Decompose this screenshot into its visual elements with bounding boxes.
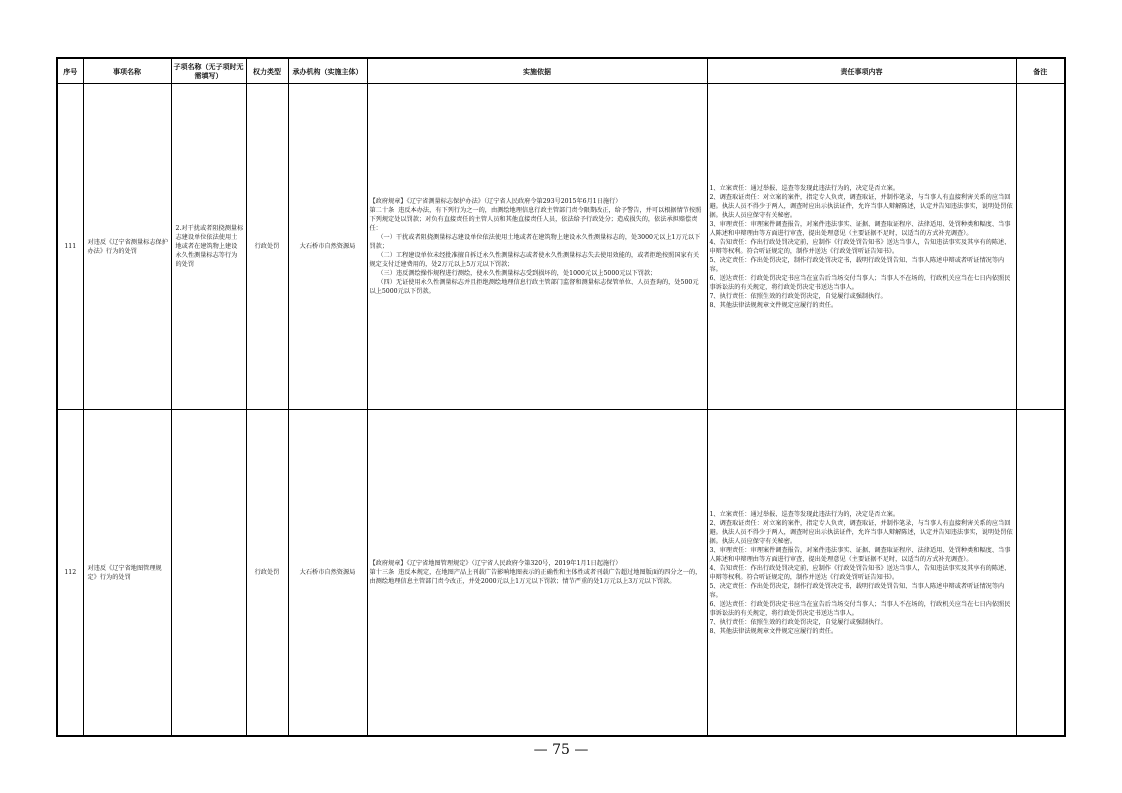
cell-duty-content [707,84,1016,410]
cell-power-type: 行政处罚 [246,84,288,410]
duty-content-text: 1、立案责任：通过举报、巡查等发现此违法行为的，决定是否立案。 2、调查取证责任：对立案的案件，指定专人负责，调查取证，并制作笔录，与当事人有直接利害关系的应当回避。执法人员不得少于两人，调查时应出示执法证件，允许当事人辩解陈述，认定并告知违法事实，说明处罚依据。执法人员应保守有关秘密。 3、审理责任：审理案件调查报告，对案件违法事实、证据、调查取证程序、法律适用、处罚种类和幅度、当事人陈述和申辩理由等方面进行审查，提出处理意见（主要证据不足时，以适当的方式补充调查）。 4、告知责任：作出行政处罚决定前，应制作《行政处罚告知书》送达当事人，告知违法事实及其享有的陈述、申辩等权利。符合听证规定的，制作并送达《行政处罚听证告知书》。 5、决定责任：作出处罚决定，制作行政处罚决定书，载明行政处罚告知、当事人陈述申辩或者听证情况等内容。 6、送达责任：行政处罚决定书应当在宣告后当场交付当事人；当事人不在场的，行政机关应当在七日内依照民事诉讼法的有关规定，将行政处罚决定书送达当事人。 7、执行责任：依照生效的行政处罚决定，自觉履行或强制执行。 8、其他法律法规规章文件规定应履行的责任。 [709,510,1013,635]
cell-power-type: 行政处罚 [246,410,288,737]
cell-legal-basis [367,84,707,410]
header-remark: 备注 [1016,58,1065,84]
cell-agency: 大石桥市自然资源局 [288,410,367,737]
cell-item-name: 对违反《辽宁省地图管理规定》行为的处罚 [83,410,171,737]
cell-no: 111 [57,84,83,410]
table-row [57,410,1065,737]
cell-no: 112 [57,410,83,737]
power-list-table [56,57,1066,737]
header-agency: 承办机构（实施主体） [288,58,367,84]
legal-basis-text: 【政府规章】《辽宁省地图管理规定》（辽宁省人民政府令第320号，2019年1月1日起施行） 第十三条 违反本规定，在地图产品上刊载广告影响地图表示的正确性和主体性或者刊载广告超过地图版面的四分之一的，由测绘地理信息主管部门责令改正，并处2000元以上1万元以下罚款；情节严重的处1万元以上3万元以下罚款。 [369,560,702,585]
legal-basis-text: 【政府规章】《辽宁省测量标志保护办法》（辽宁省人民政府令第293号2015年6月1日施行） 第二十条 违反本办法，有下列行为之一的，由测绘地理信息行政主管部门责令限期改正，给予警告，并可以根据情节按照下列规定处以罚款；对负有直接责任的主管人员和其他直接责任人员，依法给予行政处分；造成损失的，依法承担赔偿责任： （一）干扰或者阻挠测量标志建设单位依法使用土地或者在建筑物上建设永久性测量标志的，处3000元以上1万元以下罚款； （二）工程建设单位未经批准擅自拆迁永久性测量标志或者使永久性测量标志失去使用效能的，或者拒绝按照国家有关规定支付迁建费用的，处2万元以上5万元以下罚款； （三）违反测绘操作规程进行测绘，使永久性测量标志受到损坏的，处1000元以上5000元以下罚款； （四）无证使用永久性测量标志并且拒绝测绘地理信息行政主管部门监督和测量标志保管单位、人员查询的，处500元以上5000元以下罚款。 [369,198,702,295]
header-sub-item: 子项名称（无子项时无需填写） [171,58,246,84]
table-row [57,84,1065,410]
header-legal-basis: 实施依据 [367,58,707,84]
header-power-type: 权力类型 [246,58,288,84]
cell-remark [1016,410,1065,737]
header-item-name: 事项名称 [83,58,171,84]
cell-legal-basis [367,410,707,737]
cell-agency: 大石桥市自然资源局 [288,84,367,410]
header-no: 序号 [57,58,83,84]
cell-item-name: 对违反《辽宁省测量标志保护办法》行为的处罚 [83,84,171,410]
table-header-row [57,58,1065,84]
cell-sub-item [171,410,246,737]
header-duty-content: 责任事项内容 [707,58,1016,84]
cell-sub-item: 2.对干扰或者阻挠测量标志建设单位依法使用土地或者在建筑物上建设永久性测量标志等行为的处罚 [171,84,246,410]
cell-duty-content [707,410,1016,737]
duty-content-text: 1、立案责任：通过举报、巡查等发现此违法行为的，决定是否立案。 2、调查取证责任：对立案的案件，指定专人负责，调查取证，并制作笔录，与当事人有直接利害关系的应当回避。执法人员不得少于两人，调查时应出示执法证件，允许当事人辩解陈述，认定并告知违法事实，说明处罚依据。执法人员应保守有关秘密。 3、审理责任：审理案件调查报告，对案件违法事实、证据、调查取证程序、法律适用、处罚种类和幅度、当事人陈述和申辩理由等方面进行审查，提出处理意见（主要证据不足时，以适当的方式补充调查）。 4、告知责任：作出行政处罚决定前，应制作《行政处罚告知书》送达当事人，告知违法事实及其享有的陈述、申辩等权利。符合听证规定的，制作并送达《行政处罚听证告知书》。 5、决定责任：作出处罚决定，制作行政处罚决定书，载明行政处罚告知、当事人陈述申辩或者听证情况等内容。 6、送达责任：行政处罚决定书应当在宣告后当场交付当事人；当事人不在场的，行政机关应当在七日内依照民事诉讼法的有关规定，将行政处罚决定书送达当事人。 7、执行责任：依照生效的行政处罚决定，自觉履行或强制执行。 8、其他法律法规规章文件规定应履行的责任。 [709,184,1013,309]
page-number: — 75 — [533,742,589,758]
cell-remark [1016,84,1065,410]
responsibility-list-sheet [56,57,1064,737]
